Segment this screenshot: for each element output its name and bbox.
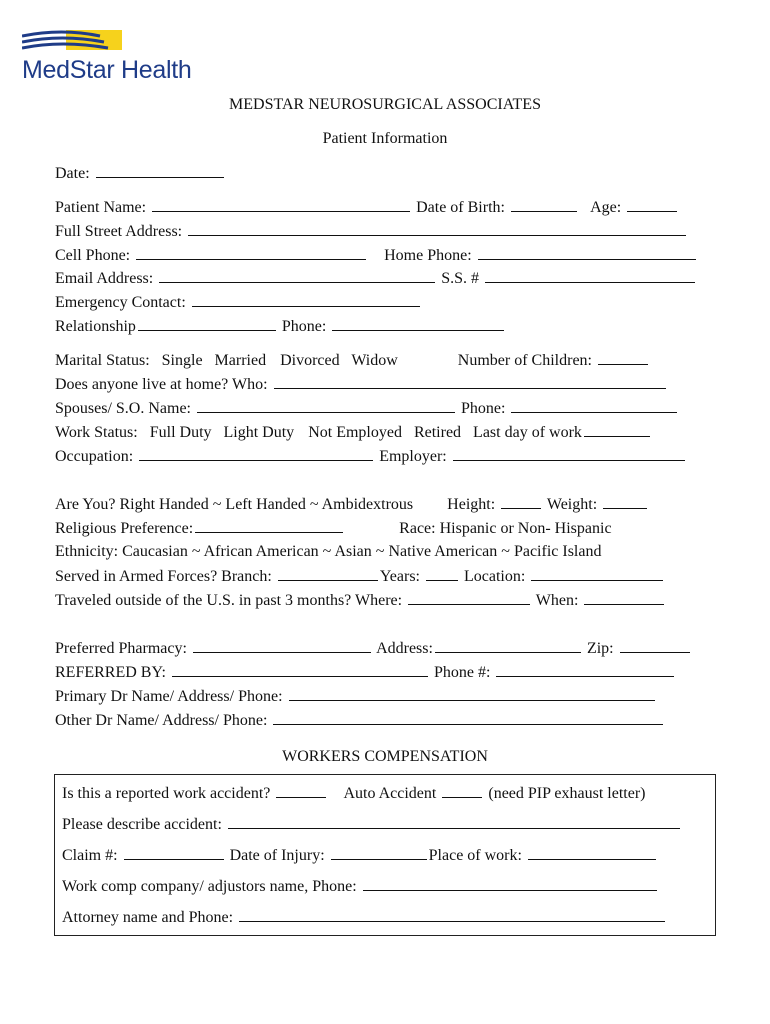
injury-date-field[interactable] <box>331 845 427 860</box>
travel-label: Traveled outside of the U.S. in past 3 months? Where: <box>55 592 403 609</box>
home-phone-label: Home Phone: <box>384 247 472 264</box>
children-label: Number of Children: <box>457 352 592 369</box>
occupation-field[interactable] <box>139 446 373 461</box>
date-label: Date: <box>55 165 90 182</box>
medstar-logo <box>22 30 222 85</box>
travel-when-label: When: <box>535 592 579 609</box>
attorney-label: Attorney name and Phone: <box>62 909 234 926</box>
company-label: Work comp company/ adjustors name, Phone: <box>62 878 357 895</box>
live-home-label: Does anyone live at home? Who: <box>55 376 268 393</box>
employer-field[interactable] <box>453 446 685 461</box>
page-subtitle: Patient Information <box>322 130 448 147</box>
date-field[interactable] <box>96 163 224 178</box>
relationship-phone-field[interactable] <box>332 316 504 331</box>
ethnicity-options[interactable]: Ethnicity: Caucasian ~ African American ~ Asian ~ Native American ~ Pacific Island <box>55 543 602 560</box>
street-label: Full Street Address: <box>55 223 183 240</box>
travel-where-field[interactable] <box>408 590 530 605</box>
referred-phone-field[interactable] <box>496 662 674 677</box>
claim-field[interactable] <box>124 845 224 860</box>
auto-accident-label: Auto Accident <box>343 785 437 802</box>
patient-name-row <box>55 197 679 218</box>
live-home-field[interactable] <box>274 374 666 389</box>
primary-dr-label: Primary Dr Name/ Address/ Phone: <box>55 688 283 705</box>
work-option-full-duty[interactable]: Full Duty <box>149 424 212 441</box>
dob-label: Date of Birth: <box>416 199 505 216</box>
work-option-not-employed[interactable]: Not Employed <box>308 424 402 441</box>
patient-name-field[interactable] <box>152 197 410 212</box>
height-field[interactable] <box>501 494 541 509</box>
marital-option-married[interactable]: Married <box>214 352 267 369</box>
travel-row <box>55 590 666 611</box>
pharmacy-row <box>55 638 692 659</box>
email-field[interactable] <box>159 268 435 283</box>
pharmacy-label: Preferred Pharmacy: <box>55 640 187 657</box>
referred-label: REFERRED BY: <box>55 664 166 681</box>
work-status-label: Work Status: <box>55 424 138 441</box>
race-options[interactable]: Race: Hispanic or Non- Hispanic <box>399 520 612 537</box>
describe-label: Please describe accident: <box>62 816 222 833</box>
ss-field[interactable] <box>485 268 695 283</box>
ethnicity-row <box>55 542 601 562</box>
work-option-retired[interactable]: Retired <box>413 424 462 441</box>
weight-label: Weight: <box>546 496 598 513</box>
relationship-row <box>55 316 506 337</box>
marital-option-widow[interactable]: Widow <box>351 352 398 369</box>
date-row <box>55 163 226 184</box>
describe-field[interactable] <box>228 814 680 829</box>
marital-label: Marital Status: <box>55 352 150 369</box>
handed-options[interactable]: Are You? Right Handed ~ Left Handed ~ Ambidextrous <box>55 496 414 513</box>
reported-row <box>62 783 646 804</box>
place-field[interactable] <box>528 845 656 860</box>
patient-name-label: Patient Name: <box>55 199 147 216</box>
work-status-row <box>55 422 652 443</box>
weight-field[interactable] <box>603 494 647 509</box>
emergency-row <box>55 292 422 313</box>
referred-row <box>55 662 676 683</box>
claim-label: Claim #: <box>62 847 118 864</box>
street-field[interactable] <box>188 221 686 236</box>
logo-mark-icon <box>22 30 132 54</box>
last-day-field[interactable] <box>584 422 650 437</box>
page-title: MEDSTAR NEUROSURGICAL ASSOCIATES <box>229 96 541 113</box>
company-field[interactable] <box>363 876 657 891</box>
occupation-row <box>55 446 687 467</box>
religion-field[interactable] <box>195 518 343 533</box>
cell-field[interactable] <box>136 245 366 260</box>
primary-dr-row <box>55 686 657 707</box>
age-field[interactable] <box>627 197 677 212</box>
reported-field[interactable] <box>276 783 326 798</box>
last-day-label: Last day of work <box>473 424 582 441</box>
referred-field[interactable] <box>172 662 428 677</box>
armed-forces-row <box>55 566 665 587</box>
location-field[interactable] <box>531 566 663 581</box>
attorney-row <box>62 907 667 928</box>
relationship-field[interactable] <box>138 316 276 331</box>
claim-row <box>62 845 658 866</box>
home-phone-field[interactable] <box>478 245 696 260</box>
marital-row <box>55 350 650 371</box>
children-field[interactable] <box>598 350 648 365</box>
emergency-label: Emergency Contact: <box>55 294 186 311</box>
marital-option-single[interactable]: Single <box>161 352 203 369</box>
spouse-row <box>55 398 679 419</box>
place-label: Place of work: <box>428 847 522 864</box>
reported-label: Is this a reported work accident? <box>62 785 271 802</box>
workers-comp-heading: WORKERS COMPENSATION <box>282 748 488 765</box>
injury-date-label: Date of Injury: <box>229 847 325 864</box>
logo-text: MedStar Health <box>22 56 192 84</box>
pip-note: (need PIP exhaust letter) <box>488 785 646 802</box>
relationship-phone-label: Phone: <box>281 318 327 335</box>
describe-row <box>62 814 682 835</box>
pharmacy-address-label: Address: <box>376 640 433 657</box>
live-home-row <box>55 374 668 395</box>
spouse-phone-field[interactable] <box>511 398 677 413</box>
attorney-field[interactable] <box>239 907 665 922</box>
spouse-field[interactable] <box>197 398 455 413</box>
armed-forces-label: Served in Armed Forces? Branch: <box>55 568 272 585</box>
age-label: Age: <box>590 199 622 216</box>
other-dr-field[interactable] <box>273 710 663 725</box>
cell-label: Cell Phone: <box>55 247 131 264</box>
company-row <box>62 876 659 897</box>
phone-row <box>55 245 698 266</box>
pharmacy-address-field[interactable] <box>435 638 581 653</box>
location-label: Location: <box>463 568 526 585</box>
height-label: Height: <box>447 496 496 513</box>
occupation-label: Occupation: <box>55 448 134 465</box>
primary-dr-field[interactable] <box>289 686 655 701</box>
spouse-phone-label: Phone: <box>461 400 506 417</box>
religion-label: Religious Preference: <box>55 520 194 537</box>
years-label: Years: <box>379 568 420 585</box>
pharmacy-field[interactable] <box>193 638 371 653</box>
zip-label: Zip: <box>586 640 614 657</box>
branch-field[interactable] <box>278 566 378 581</box>
auto-accident-field[interactable] <box>442 783 482 798</box>
years-field[interactable] <box>426 566 458 581</box>
other-dr-label: Other Dr Name/ Address/ Phone: <box>55 712 268 729</box>
email-row <box>55 268 697 289</box>
religion-row <box>55 518 612 539</box>
spouse-label: Spouses/ S.O. Name: <box>55 400 191 417</box>
work-option-light-duty[interactable]: Light Duty <box>223 424 295 441</box>
referred-phone-label: Phone #: <box>434 664 491 681</box>
other-dr-row <box>55 710 665 731</box>
ss-label: S.S. # <box>441 270 480 287</box>
street-row <box>55 221 688 242</box>
dob-field[interactable] <box>511 197 577 212</box>
handed-row <box>55 494 649 515</box>
email-label: Email Address: <box>55 270 154 287</box>
workers-comp-box <box>54 774 716 936</box>
emergency-field[interactable] <box>192 292 420 307</box>
relationship-label: Relationship <box>55 318 136 335</box>
travel-when-field[interactable] <box>584 590 664 605</box>
marital-option-divorced[interactable]: Divorced <box>280 352 340 369</box>
employer-label: Employer: <box>379 448 447 465</box>
zip-field[interactable] <box>620 638 690 653</box>
